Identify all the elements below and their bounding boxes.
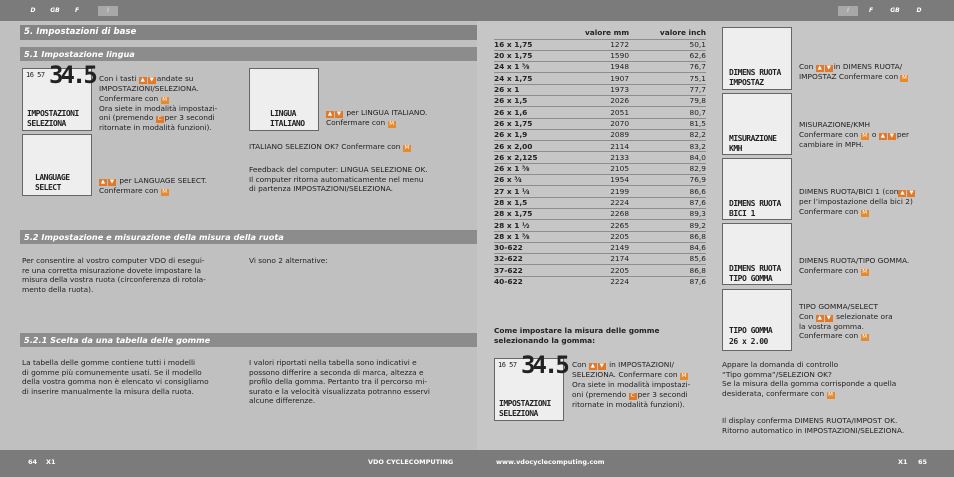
step-misurazione: MISURAZIONE/KMH Confermare con M o ▲ ▼ per cambiare in MPH.: [799, 120, 910, 149]
table-row: [494, 197, 706, 208]
model-label-left: X1: [46, 458, 56, 466]
table-row: [494, 84, 706, 95]
table-row: [494, 39, 706, 50]
right-top-bar: [477, 0, 954, 21]
tyre-size-table: [494, 28, 706, 288]
lcd-line2: IMPOSTAZ: [729, 78, 764, 87]
value-mm-cell: 2268: [559, 208, 637, 219]
value-inch-cell: 87,6: [637, 197, 706, 208]
value-inch-cell: 85,6: [637, 254, 706, 265]
tyre-size-cell: 28 x 1 ³⁄₈: [494, 231, 559, 242]
lang-tab-d-right[interactable]: D: [916, 7, 922, 14]
lcd-line1: DIMENS RUOTA: [729, 68, 781, 77]
column-header-mm: valore mm: [584, 28, 630, 38]
tyre-size-cell: 37-622: [494, 265, 559, 276]
column-header-size: [494, 28, 559, 39]
lcd-line2: 26 x 2.00: [729, 337, 768, 346]
lcd-dimens-ruota-bici: [722, 158, 792, 220]
lcd-line2: SELECT: [35, 183, 61, 192]
table-row: [494, 118, 706, 129]
table-row: [494, 152, 706, 163]
m-key-icon: M: [681, 373, 687, 379]
lang-tab-i-right[interactable]: I: [838, 6, 858, 16]
value-inch-cell: 77,7: [637, 84, 706, 95]
value-inch-cell: 82,2: [637, 129, 706, 140]
tyre-size-cell: 28 x 1 ¹⁄₂: [494, 220, 559, 231]
value-inch-cell: 83,2: [637, 141, 706, 152]
section-5-2-header: 5.2 Impostazione e misurazione della misura della ruota: [20, 230, 477, 244]
up-key-icon: ▲: [590, 363, 595, 369]
tyre-size-cell: 28 x 1,5: [494, 197, 559, 208]
table-row: [494, 175, 706, 186]
lcd-line1: DIMENS RUOTA: [729, 199, 781, 208]
table-row: [494, 163, 706, 174]
step-conferma: Appare la domanda di controllo “Tipo gomma”/SELEZION OK? Se la misura della gomma corrisponde a quella desiderata, confermare con M: [722, 360, 897, 398]
table-row: [494, 208, 706, 219]
table-row: [494, 73, 706, 84]
lcd-line2: BICI 1: [729, 209, 755, 218]
value-inch-cell: 84,0: [637, 152, 706, 163]
tyre-size-cell: 26 x ³⁄₄: [494, 175, 559, 186]
value-mm-cell: 2051: [559, 107, 637, 118]
table-row: [494, 129, 706, 140]
up-key-icon: ▲: [817, 314, 822, 321]
right-footer: [477, 450, 954, 477]
lcd-line1: LANGUAGE: [35, 173, 70, 182]
down-key-icon: ▼: [149, 77, 154, 83]
tyre-size-cell: 26 x 1,75: [494, 118, 559, 129]
page-number-right: 65: [918, 458, 928, 466]
value-inch-cell: 84,6: [637, 242, 706, 253]
value-mm-cell: 2149: [559, 242, 637, 253]
value-mm-cell: 1590: [559, 50, 637, 61]
table-row: [494, 62, 706, 73]
section-5-header: 5. Impostazioni di base: [20, 25, 477, 40]
value-mm-cell: 2265: [559, 220, 637, 231]
table-row: [494, 276, 706, 287]
value-inch-cell: 76,9: [637, 175, 706, 186]
value-inch-cell: 86,6: [637, 186, 706, 197]
how-to-text: Con ▲ ▼ in IMPOSTAZIONI/ SELEZIONA. Confermare con M Ora siete in modalità impostazi- oni (premendo C per 3 secondi ritornate in modalità funzioni).: [572, 360, 691, 409]
lcd-line1: IMPOSTAZIONI: [499, 399, 551, 408]
tyre-size-cell: 26 x 2,125: [494, 152, 559, 163]
step-tipo-gomma: DIMENS RUOTA/TIPO GOMMA. Confermare con M: [799, 256, 910, 275]
lcd-dimens-ruota-tipo-gomma: [722, 223, 792, 285]
down-key-icon: ▼: [826, 65, 831, 71]
column-header-inch: valore inch: [659, 28, 706, 38]
value-inch-cell: 75,1: [637, 73, 706, 84]
lcd-line1: LINGUA: [270, 109, 296, 118]
up-key-icon: ▲: [880, 132, 885, 139]
c-key-icon: C: [156, 116, 164, 123]
up-key-icon: ▲: [100, 179, 106, 185]
down-key-icon: ▼: [826, 314, 831, 321]
lang-tab-i[interactable]: I: [98, 6, 118, 16]
value-mm-cell: 2174: [559, 254, 637, 265]
paragraph-5-2-1-a: La tabella delle gomme contiene tutti i modelli di gomme più comunemente usati. Se il modello della vostra gomma non è elencato vi consigliamo di inserire manualmente la misura della ruota.: [22, 358, 209, 396]
value-mm-cell: 1948: [559, 62, 637, 73]
instructions-5-1-c: ▲ ▼ per LINGUA ITALIANO. Confermare con M: [326, 108, 428, 127]
value-mm-cell: 2089: [559, 129, 637, 140]
value-inch-cell: 89,3: [637, 208, 706, 219]
tyre-size-cell: 26 x 1: [494, 84, 559, 95]
lcd-time: 16 57: [498, 361, 517, 369]
value-mm-cell: 2026: [559, 95, 637, 106]
table-row: [494, 95, 706, 106]
value-mm-cell: 2070: [559, 118, 637, 129]
how-to-title: Come impostare la misura delle gomme selezionando la gomma:: [494, 326, 660, 345]
paragraph-5-2-1-b: I valori riportati nella tabella sono indicativi e possono differire a seconda di marca, altezza e profilo della gomma. Pertanto tra il percorso mi- surato e la velocità visualizzata potranno esservi alcune differenze.: [249, 358, 430, 406]
m-key-icon: M: [862, 268, 867, 275]
value-mm-cell: 2114: [559, 141, 637, 152]
value-mm-cell: 2105: [559, 163, 637, 174]
lang-tab-d[interactable]: D: [30, 7, 36, 14]
up-key-icon: ▲: [327, 111, 333, 117]
table-row: [494, 50, 706, 61]
tyre-size-cell: 26 x 1,5: [494, 95, 559, 106]
m-key-icon: M: [162, 96, 167, 103]
lang-tab-f-right[interactable]: F: [868, 7, 874, 14]
website-link[interactable]: www.vdocyclecomputing.com: [496, 458, 605, 466]
tyre-size-cell: 26 x 1,9: [494, 129, 559, 140]
step-dimens-ruota: Con ▲ ▼ in DIMENS RUOTA/ IMPOSTAZ Confermare con M: [799, 62, 907, 81]
step-select-gomma: TIPO GOMMA/SELECT Con ▲ ▼ selezionate ora la vostra gomma. Confermare con M: [799, 302, 893, 341]
m-key-icon: M: [404, 145, 410, 151]
lcd-speed: 34.5: [49, 61, 95, 89]
table-row: [494, 254, 706, 265]
lcd-time: 16 57: [26, 71, 45, 79]
lcd-line2: KMH: [729, 144, 742, 153]
table-row: [494, 107, 706, 118]
c-key-icon: C: [629, 393, 637, 400]
lcd-language-select: [22, 134, 92, 196]
step-final: Il display conferma DIMENS RUOTA/IMPOST OK. Ritorno automatico in IMPOSTAZIONI/SELEZIONA.: [722, 416, 905, 435]
value-inch-cell: 82,9: [637, 163, 706, 174]
up-key-icon: ▲: [817, 65, 822, 71]
m-key-icon: M: [389, 121, 394, 127]
lcd-impostazioni: [22, 61, 95, 131]
page-number-left: 64: [28, 458, 38, 466]
m-key-icon: M: [162, 189, 167, 195]
table-row: [494, 141, 706, 152]
lcd-line1: TIPO GOMMA: [729, 326, 773, 335]
left-footer: [0, 450, 477, 477]
down-key-icon: ▼: [109, 179, 115, 185]
lcd-speed: 34.5: [521, 351, 567, 379]
lang-tab-gb-right[interactable]: GB: [890, 7, 900, 14]
value-inch-cell: 86,8: [637, 231, 706, 242]
m-key-icon: M: [862, 132, 867, 139]
value-mm-cell: 2199: [559, 186, 637, 197]
section-5-2-1-header: 5.2.1 Scelta da una tabella delle gomme: [20, 333, 477, 347]
instructions-5-1-d: ITALIANO SELEZION OK? Confermare con M: [249, 142, 410, 151]
tyre-size-cell: 24 x 1,75: [494, 73, 559, 84]
brand-label: VDO CYCLECOMPUTING: [368, 458, 454, 466]
m-key-icon: M: [828, 391, 833, 398]
step-bici: DIMENS RUOTA/BICI 1 (con ▲ ▼ per l’impostazione della bici 2) Confermare con M: [799, 187, 914, 216]
tyre-size-cell: 28 x 1,75: [494, 208, 559, 219]
table-row: [494, 242, 706, 253]
tyre-size-cell: 24 x 1 ³⁄₈: [494, 62, 559, 73]
value-mm-cell: 1954: [559, 175, 637, 186]
value-inch-cell: 79,8: [637, 95, 706, 106]
m-key-icon: M: [902, 75, 907, 81]
value-mm-cell: 1907: [559, 73, 637, 84]
lcd-line2: ITALIANO: [270, 119, 305, 128]
value-inch-cell: 62,6: [637, 50, 706, 61]
m-key-icon: M: [862, 209, 867, 216]
lcd-misurazione-kmh: [722, 93, 792, 155]
down-key-icon: ▼: [889, 132, 894, 139]
value-inch-cell: 50,1: [637, 39, 706, 50]
value-inch-cell: 80,7: [637, 107, 706, 118]
up-key-icon: ▲: [140, 77, 145, 83]
table-row: [494, 186, 706, 197]
value-inch-cell: 87,6: [637, 276, 706, 287]
value-inch-cell: 76,7: [637, 62, 706, 73]
tyre-size-cell: 40-622: [494, 276, 559, 287]
value-mm-cell: 2224: [559, 276, 637, 287]
lang-tab-gb[interactable]: GB: [50, 7, 60, 14]
down-key-icon: ▼: [336, 111, 342, 117]
tyre-size-cell: 20 x 1,75: [494, 50, 559, 61]
down-key-icon: ▼: [599, 363, 604, 369]
table-header-row: [494, 28, 706, 39]
tyre-size-cell: 26 x 1 ³⁄₈: [494, 163, 559, 174]
value-mm-cell: 1973: [559, 84, 637, 95]
tyre-size-cell: 27 x 1 ¹⁄₄: [494, 186, 559, 197]
value-mm-cell: 2205: [559, 265, 637, 276]
value-inch-cell: 89,2: [637, 220, 706, 231]
value-mm-cell: 2133: [559, 152, 637, 163]
tyre-size-cell: 30-622: [494, 242, 559, 253]
paragraph-5-2-alternatives: Vi sono 2 alternative:: [249, 256, 328, 265]
instructions-5-1-e: Feedback del computer: LINGUA SELEZIONE OK. Il computer ritorna automaticamente nel menu di partenza IMPOSTAZIONI/SELEZIONA.: [249, 165, 428, 194]
tyre-size-cell: 16 x 1,75: [494, 39, 559, 50]
instructions-5-1-b: ▲ ▼ per LANGUAGE SELECT. Confermare con M: [99, 176, 207, 195]
lcd-dimens-ruota-impostaz: [722, 27, 792, 90]
value-mm-cell: 1272: [559, 39, 637, 50]
lcd-line2: SELEZIONA: [499, 409, 538, 418]
value-mm-cell: 2224: [559, 197, 637, 208]
lcd-tipo-gomma-select: [722, 289, 792, 351]
lcd-lingua-italiano: [249, 68, 319, 131]
model-label-right: X1: [898, 458, 908, 466]
lcd-line2: TIPO GOMMA: [729, 274, 773, 283]
lcd-line1: IMPOSTAZIONI: [27, 109, 79, 118]
section-5-1-header: 5.1 Impostazione lingua: [20, 47, 477, 61]
value-mm-cell: 2205: [559, 231, 637, 242]
m-key-icon: M: [862, 334, 867, 341]
table-row: [494, 231, 706, 242]
up-key-icon: ▲: [900, 190, 905, 196]
table-row: [494, 265, 706, 276]
value-inch-cell: 86,8: [637, 265, 706, 276]
lang-tab-f[interactable]: F: [74, 7, 80, 14]
tyre-size-cell: 26 x 1,6: [494, 107, 559, 118]
paragraph-5-2: Per consentire al vostro computer VDO di esegui- re una corretta misurazione dovete impostare la misura della vostra ruota (circonferenza di rotola- mento della ruota).: [22, 256, 206, 294]
instructions-5-1-a: Con i tasti ▲ ▼ andate su IMPOSTAZIONI/SELEZIONA. Confermare con M Ora siete in modalità impostazi- oni (premendo C per 3 secondi ritornate in modalità funzioni).: [99, 74, 218, 133]
lcd-line2: SELEZIONA: [27, 119, 66, 128]
tyre-size-cell: 32-622: [494, 254, 559, 265]
down-key-icon: ▼: [909, 190, 914, 196]
lcd-line1: MISURAZIONE: [729, 134, 777, 143]
table-row: [494, 220, 706, 231]
tyre-size-cell: 26 x 2,00: [494, 141, 559, 152]
value-inch-cell: 81,5: [637, 118, 706, 129]
lcd-line1: DIMENS RUOTA: [729, 264, 781, 273]
lcd-impostazioni-2: [494, 351, 567, 421]
